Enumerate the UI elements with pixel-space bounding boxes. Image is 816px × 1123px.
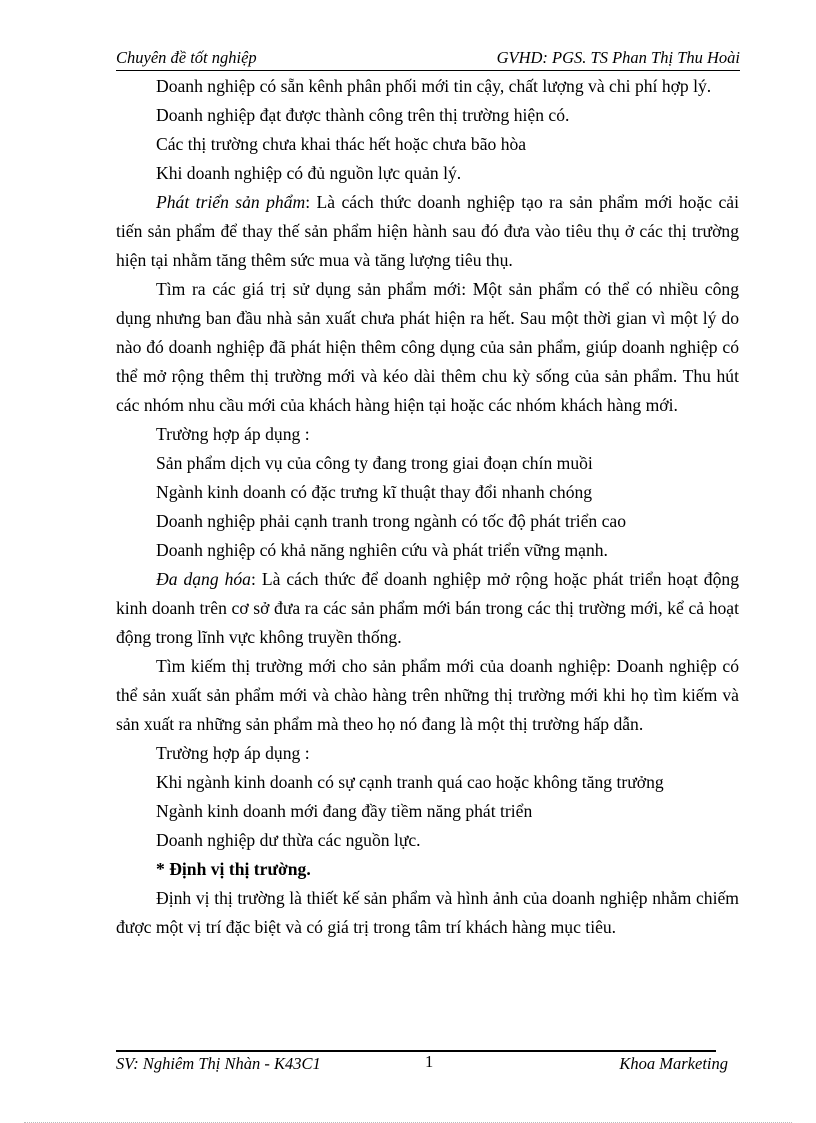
header-advisor: GVHD: PGS. TS Phan Thị Thu Hoài (496, 48, 740, 67)
paragraph: Định vị thị trường là thiết kế sản phẩm và hình ảnh của doanh nghiệp nhằm chiếm được một vị trí đặc biệt và có giá trị trong tâm trí khách hàng mục tiêu. (116, 888, 739, 937)
paragraph: Doanh nghiệp có sẵn kênh phân phối mới tin cậy, chất lượng và chi phí hợp lý. (156, 76, 712, 96)
page-footer (116, 1054, 728, 1076)
footer-faculty: Khoa Marketing (619, 1054, 728, 1073)
footer-student: SV: Nghiêm Thị Nhàn - K43C1 (116, 1054, 321, 1073)
paragraph: Phát triển sản phẩm: Là cách thức doanh nghiệp tạo ra sản phẩm mới hoặc cải tiến sản phẩm để thay thế sản phẩm hiện hành sau đó đưa vào tiêu thụ ở các thị trường hiện tại nhằm tăng thêm sức mua và tăng lượng tiêu thụ. (116, 192, 739, 270)
paragraph: Trường hợp áp dụng : (156, 743, 310, 763)
paragraph: Các thị trường chưa khai thác hết hoặc chưa bão hòa (156, 134, 527, 154)
paragraph: Đa dạng hóa: Là cách thức để doanh nghiệp mở rộng hoặc phát triển hoạt động kinh doanh trên cơ sở đưa ra các sản phẩm mới bán trong các thị trường mới, kể cả hoạt động trong lĩnh vực không truyền thống. (116, 569, 739, 647)
paragraph: Tìm kiếm thị trường mới cho sản phẩm mới của doanh nghiệp: Doanh nghiệp có thể sản xuất sản phẩm mới và chào hàng trên những thị trường mới khi họ tìm kiếm và sản xuất ra những sản phẩm mà theo họ nó đang là một thị trường hấp dẫn. (116, 656, 739, 734)
paragraph: Trường hợp áp dụng : (156, 424, 310, 444)
paragraph: Khi doanh nghiệp có đủ nguồn lực quản lý. (156, 163, 462, 183)
term-label: Phát triển sản phẩm (156, 192, 306, 212)
paragraph: Sản phẩm dịch vụ của công ty đang trong giai đoạn chín muồi (156, 453, 593, 473)
footer-divider (116, 1050, 716, 1052)
page-number: 1 (425, 1052, 434, 1071)
document-body (116, 72, 739, 942)
header-course-title: Chuyên đề tốt nghiệp (116, 48, 257, 67)
paragraph: Ngành kinh doanh có đặc trưng kĩ thuật thay đổi nhanh chóng (156, 482, 593, 502)
term-label: Đa dạng hóa (156, 569, 251, 589)
paragraph: Ngành kinh doanh mới đang đầy tiềm năng phát triển (156, 801, 533, 821)
page-header (116, 46, 740, 71)
section-heading: * Định vị thị trường. (156, 859, 311, 879)
paragraph: Khi ngành kinh doanh có sự cạnh tranh quá cao hoặc không tăng trưởng (156, 772, 664, 792)
paragraph: Tìm ra các giá trị sử dụng sản phẩm mới: Một sản phẩm có thể có nhiều công dụng nhưng ban đầu nhà sản xuất chưa phát hiện ra hết. Sau một thời gian vì một lý do nào đó doanh nghiệp đã phát hiện thêm công dụng của sản phẩm, giúp doanh nghiệp có thể mở rộng thêm thị trường mới và kéo dài thêm chu kỳ sống của sản phẩm. Thu hút các nhóm nhu cầu mới của khách hàng hiện tại hoặc các nhóm khách hàng mới. (116, 279, 739, 415)
paragraph: Doanh nghiệp có khả năng nghiên cứu và phát triển vững mạnh. (156, 540, 608, 560)
paragraph: Doanh nghiệp đạt được thành công trên thị trường hiện có. (156, 105, 570, 125)
paragraph: Doanh nghiệp dư thừa các nguồn lực. (156, 830, 421, 850)
paragraph: Doanh nghiệp phải cạnh tranh trong ngành có tốc độ phát triển cao (156, 511, 626, 531)
